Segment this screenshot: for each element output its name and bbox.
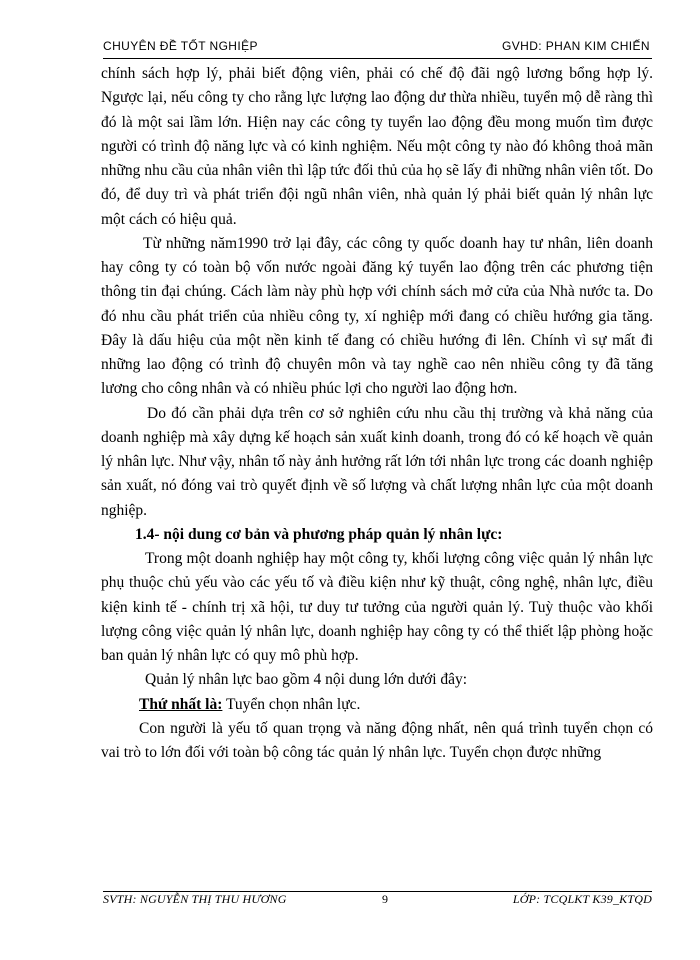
paragraph-7: Con người là yếu tố quan trọng và năng động nhất, nên quá trình tuyển chọn có vai trò to lớn đối với toàn bộ công tác quản lý nhân lực. Tuyển chọn được những — [101, 719, 653, 761]
paragraph-4: Trong một doanh nghiệp hay một công ty, khối lượng công việc quản lý nhân lực phụ thuộc chủ yếu vào các yếu tố và điều kiện như kỹ thuật, công nghệ, nhân lực, điều kiện kinh tế - chính trị xã hội, tư duy tư tưởng của người quản lý. Tuỳ thuộc vào khối lượng công việc quản lý nhân lực, doanh nghiệp hay công ty có thể thiết lập phòng hoặc ban quản lý nhân lực có quy mô phù hợp. — [101, 550, 653, 664]
first-item-label: Thứ nhất là: — [139, 695, 223, 713]
footer-class: LỚP: TCQLKT K39_KTQD — [512, 892, 652, 906]
paragraph-6 — [101, 693, 653, 717]
document-body — [101, 62, 653, 765]
section-heading: 1.4- nội dung cơ bản và phương pháp quản lý nhân lực: — [135, 525, 503, 543]
paragraph-1: chính sách hợp lý, phải biết động viên, phải có chế độ đãi ngộ lương bổng hợp lý. Ngược lại, nếu công ty cho rằng lực lượng lao động dư thừa nhiều, tuyển mộ dễ ràng thì đó là một sai lầm lớn. Hiện nay các công ty tuyển lao động đều mong muốn tìm được người có trình độ năng lực và có kinh nghiệm. Nếu một công ty nào đó không thoả mãn những nhu cầu của nhân viên thì lập tức đối thủ của họ sẽ lấy đi những nhân viên tốt. Do đó, để duy trì và phát triển đội ngũ nhân viên, nhà quản lý phải biết quản lý nhân lực một cách có hiệu quả. — [101, 65, 653, 228]
header-title: CHUYÊN ĐỀ TỐT NGHIỆP — [103, 39, 258, 53]
footer-student: SVTH: NGUYỄN THỊ THU HƯƠNG — [103, 892, 287, 906]
paragraph-3: Do đó cần phải dựa trên cơ sở nghiên cứu nhu cầu thị trường và khả năng của doanh nghiệp mà xây dựng kế hoạch sản xuất kinh doanh, trong đó có kế hoạch về quản lý nhân lực. Như vậy, nhân tố này ảnh hưởng rất lớn tới nhân lực trong các doanh nghiệp sản xuất, nó đóng vai trò quyết định về số lượng và chất lượng nhân lực của một doanh nghiệp. — [101, 404, 653, 519]
first-item-text: Tuyển chọn nhân lực. — [222, 695, 361, 713]
paragraph-2: Từ những năm1990 trở lại đây, các công ty quốc doanh hay tư nhân, liên doanh hay công ty có toàn bộ vốn nước ngoài đăng ký tuyển lao động trên các phương tiện thông tin đại chúng. Cách làm này phù hợp với chính sách mở cửa của Nhà nước ta. Do đó nhu cầu phát triển của nhiều công ty, xí nghiệp mới đang có chiều hướng gia tăng. Đây là dấu hiệu của một nền kinh tế đang có chiều hướng đi lên. Chính vì sự mất đi những lao động có trình độ chuyên môn và tay nghề cao nên nhiều công ty đã tăng lương cho công nhân và có nhiều phúc lợi cho người lao động hơn. — [101, 234, 653, 398]
page-number: 9 — [382, 892, 388, 906]
paragraph-5: Quản lý nhân lực bao gồm 4 nội dung lớn dưới đây: — [145, 671, 468, 689]
header-divider — [103, 58, 652, 59]
header-advisor: GVHD: PHAN KIM CHIẾN — [501, 39, 650, 53]
